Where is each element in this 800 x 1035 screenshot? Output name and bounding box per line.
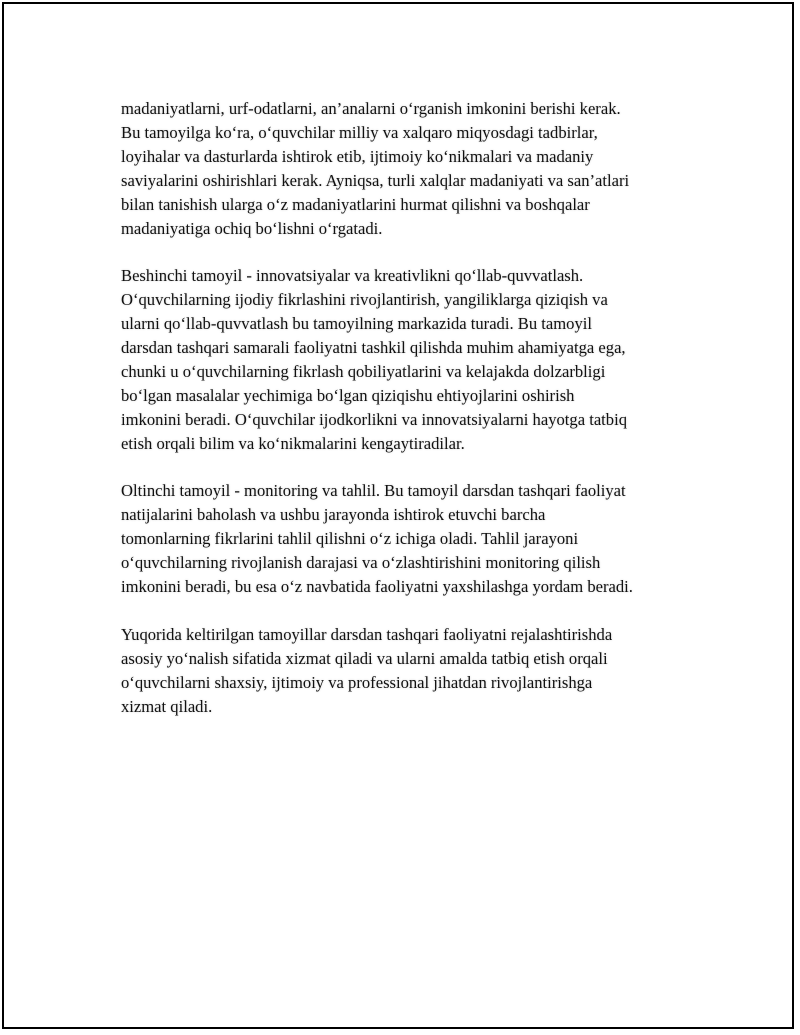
text-line: bilan tanishish ularga o‘z madaniyatlarini hurmat qilishni va boshqalar (121, 194, 590, 214)
text-line: chunki u o‘quvchilarning fikrlash qobiliyatlarini va kelajakda dolzarbligi (121, 361, 606, 381)
text-line: darsdan tashqari samarali faoliyatni tashkil qilishda muhim ahamiyatga ega, (121, 338, 626, 358)
text-line: ularni qo‘llab-quvvatlash bu tamoyilning markazida turadi. Bu tamoyil (121, 314, 592, 334)
text-line: madaniyatlarni, urf-odatlarni, an’analarni o‘rganish imkonini berishi kerak. (121, 99, 621, 118)
document-body (121, 97, 721, 742)
text-line: asosiy yo‘nalish sifatida xizmat qiladi va ularni amalda tatbiq etish orqali (121, 648, 608, 668)
text-line: bo‘lgan masalalar yechimiga bo‘lgan qiziqishu ehtiyojlarini oshirish (121, 385, 575, 405)
text-line: xizmat qiladi. (121, 696, 213, 716)
paragraph-culture (121, 97, 721, 240)
text-line: imkonini beradi. O‘quvchilar ijodkorlikni va innovatsiyalarni hayotga tatbiq (121, 409, 627, 429)
text-line: o‘quvchilarning rivojlanish darajasi va o‘zlashtirishini monitoring qilish (121, 553, 601, 573)
text-line: tomonlarning fikrlarini tahlil qilishni o‘z ichiga oladi. Tahlil jarayoni (121, 529, 579, 549)
text-line: natijalarini baholash va ushbu jarayonda ishtirok etuvchi barcha (121, 505, 546, 525)
text-line: o‘quvchilarni shaxsiy, ijtimoiy va professional jihatdan rivojlantirishga (121, 672, 593, 692)
paragraph-conclusion (121, 623, 721, 719)
text-line: loyihalar va dasturlarda ishtirok etib, ijtimoiy ko‘nikmalari va madaniy (121, 146, 594, 166)
paragraph-fifth-principle (121, 264, 721, 455)
text-line: O‘quvchilarning ijodiy fikrlashini rivojlantirish, yangiliklarga qiziqish va (121, 290, 608, 310)
text-line: Bu tamoyilga ko‘ra, o‘quvchilar milliy va xalqaro miqyosdagi tadbirlar, (121, 122, 598, 142)
text-line: Oltinchi tamoyil - monitoring va tahlil. Bu tamoyil darsdan tashqari faoliyat (121, 481, 626, 501)
text-line: madaniyatiga ochiq bo‘lishni o‘rgatadi. (121, 218, 383, 238)
paragraph-sixth-principle (121, 479, 721, 599)
document-page (2, 2, 794, 1029)
text-line: imkonini beradi, bu esa o‘z navbatida faoliyatni yaxshilashga yordam beradi. (121, 577, 633, 597)
text-line: saviyalarini oshirishlari kerak. Ayniqsa, turli xalqlar madaniyati va san’atlari (121, 170, 630, 190)
text-line: Yuqorida keltirilgan tamoyillar darsdan tashqari faoliyatni rejalashtirishda (121, 624, 613, 644)
text-line: etish orqali bilim va ko‘nikmalarini kengaytiradilar. (121, 433, 465, 453)
text-line: Beshinchi tamoyil - innovatsiyalar va kreativlikni qo‘llab-quvvatlash. (121, 266, 584, 286)
